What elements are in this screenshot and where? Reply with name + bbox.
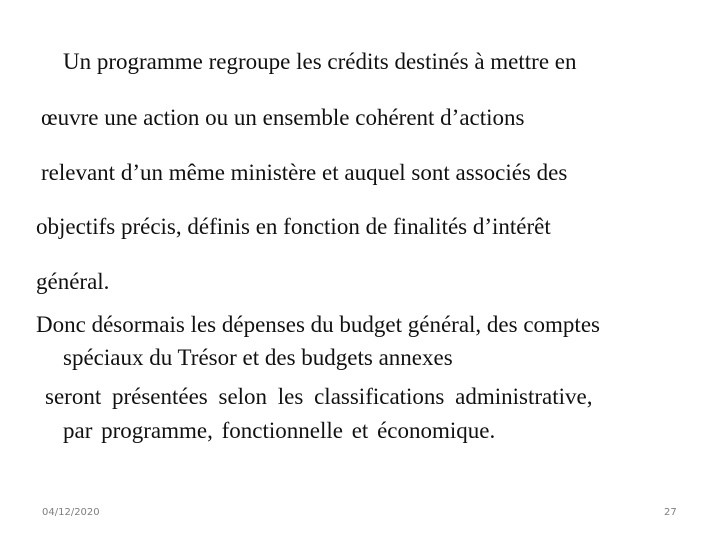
body-text-line: seront présentées selon les classifications administrative, [45, 384, 593, 409]
slide-number: 27 [664, 507, 677, 518]
body-text-line: par programme, fonctionnelle et économique. [63, 418, 496, 443]
body-text-line: relevant d’un même ministère et auquel sont associés des [41, 160, 568, 185]
body-text-line: objectifs précis, définis en fonction de finalités d’intérêt [36, 214, 551, 239]
body-text-line: général. [36, 269, 110, 294]
footer-date: 04/12/2020 [42, 507, 100, 518]
body-text-line: spéciaux du Trésor et des budgets annexes [63, 345, 453, 370]
body-text-line: Un programme regroupe les crédits destinés à mettre en [63, 49, 577, 74]
body-text-line: Donc désormais les dépenses du budget général, des comptes [36, 312, 600, 337]
body-text-line: œuvre une action ou un ensemble cohérent d’actions [41, 105, 525, 130]
